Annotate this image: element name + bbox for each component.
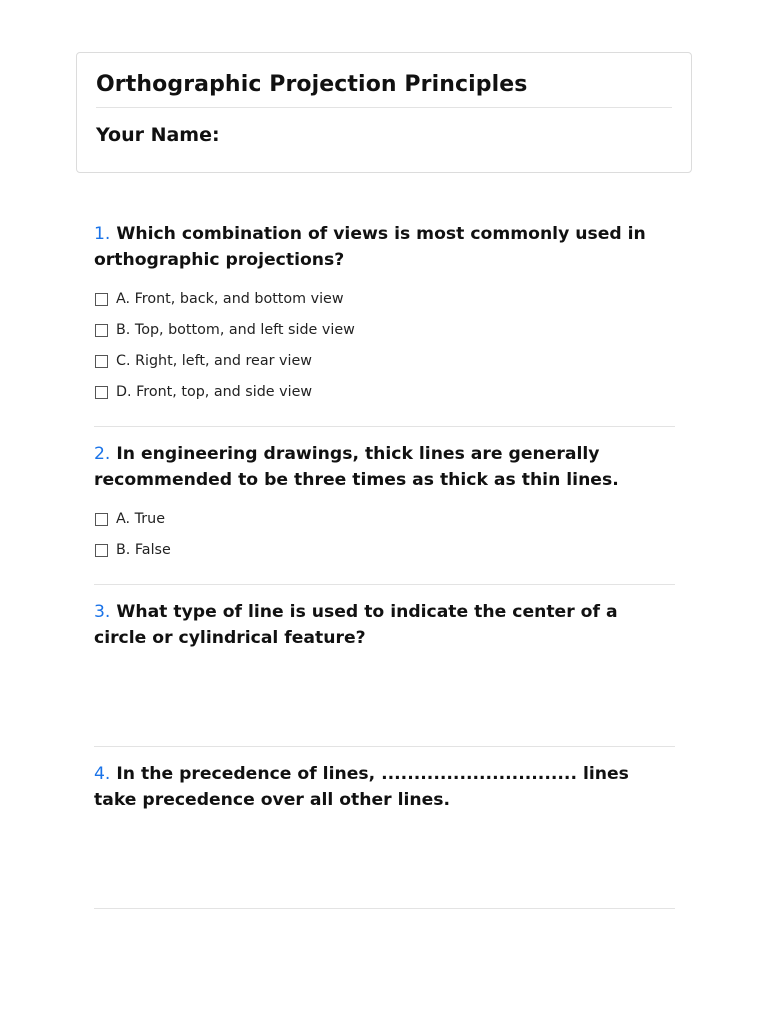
question-2-option-b[interactable] bbox=[94, 540, 171, 560]
question-1-option-c-label: C. Right, left, and rear view bbox=[116, 353, 312, 369]
question-1-option-a-checkbox[interactable] bbox=[95, 293, 108, 306]
question-1-option-d-checkbox[interactable] bbox=[95, 386, 108, 399]
question-3 bbox=[94, 599, 675, 651]
question-1 bbox=[94, 221, 675, 400]
question-1-option-b-label: B. Top, bottom, and left side view bbox=[116, 322, 355, 338]
question-1-option-d[interactable] bbox=[94, 382, 312, 402]
question-1-prompt: Which combination of views is most commonly used in orthographic projections? bbox=[94, 224, 646, 270]
question-2-number: 2. bbox=[94, 444, 111, 464]
question-1-number: 1. bbox=[94, 224, 111, 244]
question-2-option-b-checkbox[interactable] bbox=[95, 544, 108, 557]
question-2-option-a-label: A. True bbox=[116, 511, 165, 527]
question-1-option-d-label: D. Front, top, and side view bbox=[116, 384, 313, 400]
question-1-option-c[interactable] bbox=[94, 351, 312, 371]
question-4 bbox=[94, 761, 675, 813]
question-1-option-b-checkbox[interactable] bbox=[95, 324, 108, 337]
question-1-option-a-label: A. Front, back, and bottom view bbox=[116, 291, 344, 307]
question-2-option-a[interactable] bbox=[94, 509, 165, 529]
question-1-option-c-checkbox[interactable] bbox=[95, 355, 108, 368]
question-4-text bbox=[94, 761, 675, 813]
question-3-answer-area[interactable] bbox=[94, 659, 675, 739]
question-4-answer-area[interactable] bbox=[94, 821, 675, 901]
question-divider bbox=[94, 746, 675, 747]
question-divider bbox=[94, 584, 675, 585]
question-2-option-a-checkbox[interactable] bbox=[95, 513, 108, 526]
question-3-text bbox=[94, 599, 675, 651]
question-2-prompt: In engineering drawings, thick lines are generally recommended to be three times as thick as thin lines. bbox=[94, 444, 619, 490]
question-1-option-a[interactable] bbox=[94, 289, 344, 309]
question-4-prompt: In the precedence of lines, .............................. lines take precedence over all other lines. bbox=[94, 764, 629, 810]
question-divider bbox=[94, 908, 675, 909]
question-4-number: 4. bbox=[94, 764, 111, 784]
question-3-prompt: What type of line is used to indicate the center of a circle or cylindrical feature? bbox=[94, 602, 618, 648]
question-2 bbox=[94, 441, 675, 558]
question-1-text bbox=[94, 221, 675, 273]
page-title: Orthographic Projection Principles bbox=[96, 72, 528, 97]
question-1-option-b[interactable] bbox=[94, 320, 355, 340]
question-2-option-b-label: B. False bbox=[116, 542, 171, 558]
header-divider bbox=[96, 107, 672, 108]
question-2-text bbox=[94, 441, 675, 493]
name-label: Your Name: bbox=[96, 124, 220, 146]
question-3-number: 3. bbox=[94, 602, 111, 622]
header-card bbox=[76, 52, 692, 173]
question-divider bbox=[94, 426, 675, 427]
